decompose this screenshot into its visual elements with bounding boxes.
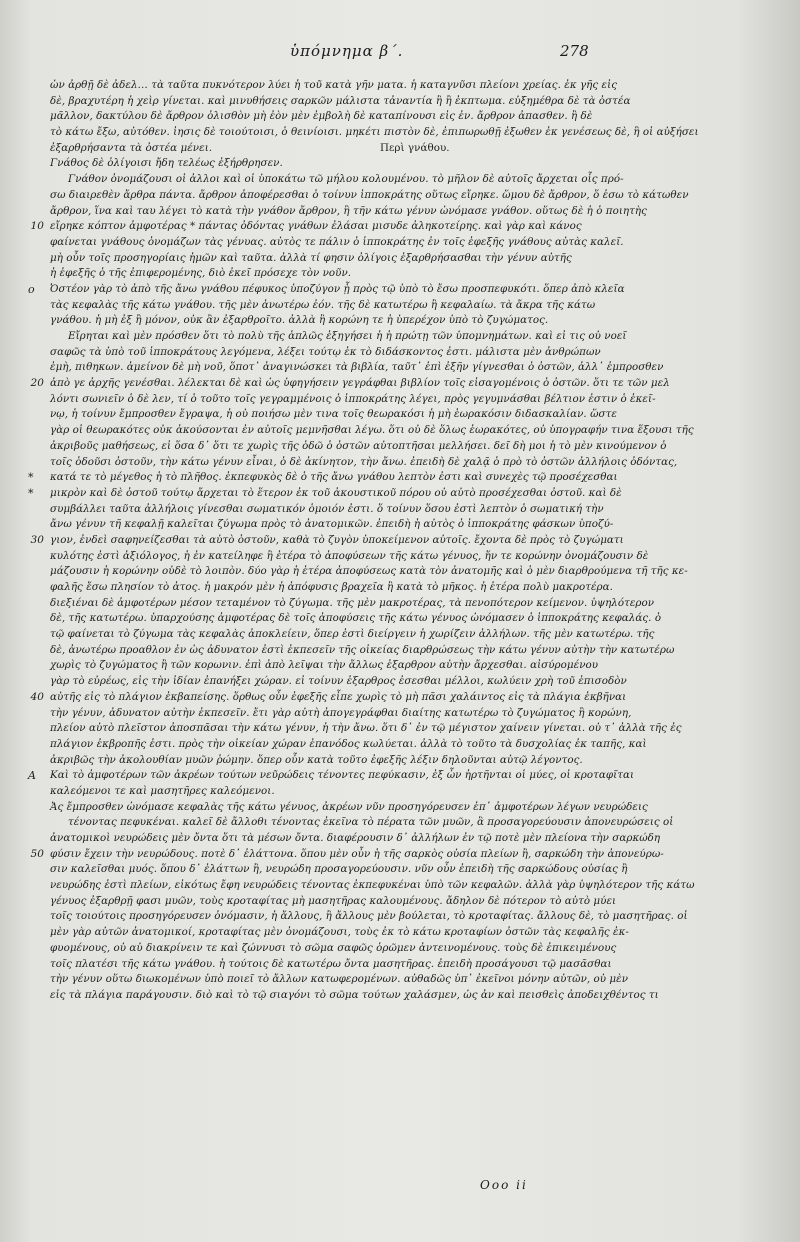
text-line (50, 455, 750, 471)
text-line (50, 753, 750, 769)
line-text: καλεόμενοι τε καὶ μασητῆρες καλεόμενοι. (50, 784, 275, 797)
line-text: γένυος ἐξαρθρῇ φασι μυῶν, τοὺς κροταφίτας μὴ μασητῆρας καλουμένους. ἄδηλον δὲ πότερον τὸ αὐτὸ μύει (50, 894, 617, 907)
line-text: ὡν ἀρθῇ δὲ ἀδελ… τὰ ταῦτα πυκνότερον λύει ἡ τοῦ κατὰ γῆν ματα. ἡ καταγνῦσι πλείονι χρείας. ἐκ γῆς εἰς (50, 79, 618, 91)
line-text: κυλότης ἐστὶ ἀξιόλογος, ἡ ἐν κατείληφε ἢ ἑτέρα τὸ ἀποφύσεων τῆς κάτω γένυος, ἥν τε κορώνην ὀνομάζουσιν δὲ (50, 549, 649, 562)
text-line (50, 721, 750, 737)
text-line (50, 109, 750, 125)
text-line (50, 737, 750, 753)
text-line (50, 345, 750, 361)
line-text: γνάθου. ἡ μὴ ἐξ ἢ μόνον, οὐκ ἂν ἐξαρθροῖτο. ἀλλὰ ἢ κορώνη τε ἡ ὑπερέχον ὑπὸ τὸ ζυγώματος. (50, 314, 549, 327)
line-text: νῳ, ἡ τοίνυν ἔμπροσθεν ἔγραψα, ἡ οὐ ποιήσω μὲν τινα τοῖς θεωρακόσι ἡ μὴ ἑωρακόσιν διδασκαλίαν. ὥστε (50, 408, 617, 421)
line-text: Καὶ τὸ ἀμφοτέρων τῶν ἀκρέων τούτων νεῦρώδεις τένοντες πεφύκασιν, ἐξ ὧν ἠρτῆνται οἱ μύες, οἱ κροταφῖται (50, 769, 635, 782)
line-text: Ὀστέον γὰρ τὸ ἀπὸ τῆς ἄνω γνάθου πέφυκος ὑποζύγον ᾗ πρὸς τῷ ὑπὸ τὸ ἔσω προσπεφυκότι. ὅπερ ἀπὸ κλεῖα (50, 282, 625, 295)
text-line (50, 909, 750, 925)
text-line (50, 329, 750, 345)
line-number: 40 (30, 690, 44, 703)
line-text: μὴ οὖν τοῖς προσηγορίαις ἡμῶν καὶ ταῦτα. ἀλλὰ τί φησιν ὀλίγοις ἐξαρθρήσασθαι τὴν γένυν αὐτῆς (50, 251, 572, 264)
text-line (50, 564, 750, 580)
line-text: Γνάθος δὲ ὀλίγοισι ἤδη τελέως ἐξήρθρησεν. (50, 157, 283, 170)
text-line (50, 925, 750, 941)
text-line (50, 972, 750, 988)
line-text: σω διαιρεθὲν ἄρθρα πάντα. ἄρθρον ἀποφέρεσθαι ὁ τοίνυν ἱπποκράτης οὕτως εἴρηκε. ὥμου δὲ ἄρθρον, ὅ ἐσω τὸ κάτωθεν (50, 188, 689, 201)
line-text: ἄρθρον, ἵνα καὶ ταυ λέγει τὸ κατὰ τὴν γνάθον ἄρθρον, ἣ τῆν κάτω γένυν ὠνόμασε γνάθον. οὕτως δὲ ἡ ὁ ποιητὴς (50, 204, 647, 217)
line-number: 30 (30, 533, 44, 546)
line-text: μᾶλλον, δακτύλου δὲ ἄρθρον ὀλισθὸν μὴ ἐὸν μὲν ἐμβολὴ δὲ καταπίνουσι εἰς ἐν. ἄρθρον ἀπασθεν. ἢ δὲ (50, 110, 593, 123)
text-line (50, 141, 750, 157)
text-line (50, 313, 750, 329)
text-line (50, 360, 750, 376)
line-text: Εἴρηται καὶ μὲν πρόσθεν ὅτι τὸ πολὺ τῆς ἁπλῶς ἐξηγήσει ἡ ἡ πρώτῃ τῶν ὑπομνημάτων. καὶ εἰ τις οὐ νοεῖ (68, 330, 627, 342)
line-text: Γνάθον ὀνομάζουσι οἱ ἀλλοι καὶ οἱ ὑποκάτω τῶ μήλου κολουμένου. τὸ μῆλον δὲ αὐτοῖς ἄρχεται οἷς πρό- (68, 173, 624, 186)
running-head: ὑπόμνημα β΄. (290, 42, 404, 60)
text-line (50, 878, 750, 894)
text-line (28, 282, 750, 298)
line-text: γὰρ οἱ θεωρακότες οὐκ ἀκούσονται ἐν αὐτοῖς μεμνῆσθαι λέγω. ὅτι οὐ δὲ ὅλως ἑωρακότες, οὐ ὑπογραφήν τινα ἕξουσι τῆς (50, 424, 694, 437)
text-line (50, 204, 750, 220)
text-line (50, 517, 750, 533)
text-line (50, 596, 750, 612)
line-number: 10 (30, 220, 44, 233)
text-line (50, 706, 750, 722)
line-text: τὴν γένυν οὕτω διωκομένων ὑπὸ ποιεῖ τὸ ἄλλων κατωφερομένων. αὐθαδῶς ὑπ᾽ ἐκεῖνοι μόνην αὐτῶν, οὐ μὲν (50, 973, 629, 986)
line-text: πλάγιον ἐκβροπῆς ἐστι. πρὸς τὴν οἰκείαν χώραν ἐπανόδος κωλύεται. ἀλλὰ τὸ τοῦτο τὰ δυσχολίας ἐκ ταπῆς, καὶ (50, 737, 647, 750)
text-line (50, 862, 750, 878)
text-line (30, 376, 750, 392)
line-text: φυομένους, οὐ αὐ διακρίνειν τε καὶ ζώννυσι τὸ σῶμα σαφῶς ὁρῶμεν ἀντεινομένους. τοὺς δὲ ἐπικειμένους (50, 941, 617, 954)
text-line (50, 502, 750, 518)
line-text: κατά τε τὸ μέγεθος ἡ τὸ πλῆθος. ἐκπεφυκὸς δὲ ὁ τῆς ἄνω γνάθου λεπτὸν ἐστι καὶ συνεχὲς τῷ προσέχεσθαι (50, 471, 618, 484)
text-line (50, 439, 750, 455)
text-line (50, 156, 750, 172)
line-text: τὴν γένυν, ἀδυνατον αὐτὴν ἐκπεσεῖν. ἔτι γὰρ αὐτὴ ἀπογεγράφθαι διαίτης κατωτέρω τὸ ζυγώματος ἢ κορώνη, (50, 706, 632, 719)
text-line (50, 251, 750, 267)
text-line (50, 172, 750, 188)
text-line (50, 643, 750, 659)
line-text: ἡ ἐφεξῆς ὁ τῆς ἐπιφερομένης, διὸ ἐκεῖ πρόσεχε τὸν νοῦν. (50, 267, 352, 280)
line-text: τένοντας πεφυκέναι. καλεῖ δὲ ἄλλοθι τένοντας ἐκεῖνα τὸ πέρατα τῶν μυῶν, ἃ προσαγορεύουσιν ἀπονευρώσεις οἱ (68, 816, 674, 829)
text-line (30, 219, 750, 235)
text-line (50, 674, 750, 690)
text-line (50, 298, 750, 314)
line-text: ἀκριβῶς τὴν ἀκολουθίαν μυῶν ῥώμην. ὅπερ οὖν κατὰ τοῦτο ἐφεξῆς λέξιν δηλοῦνται αὐτῷ λέγοντος. (50, 753, 583, 766)
line-text: μὲν γὰρ αὐτῶν ἀνατομικοί, κροταφίτας μὲν ὀνομάζουσι, τοὺς ἐκ τὸ κάτω κροταφίων ὀστῶν τὰς κεφαλῆς ἐκ- (50, 926, 629, 939)
text-line (50, 800, 750, 816)
text-line (50, 78, 750, 94)
line-text: διεξιέναι δὲ ἀμφοτέρων μέσον τεταμένον τὸ ζύγωμα. τῆς μὲν μακροτέρας, τὰ πενοπότερον κείμενον. ὑψηλότερον (50, 596, 655, 609)
text-line (50, 658, 750, 674)
line-text: νευρώδης ἐστὶ πλείων, εἰκότως ἔφη νευρώδεις τένοντας ἐκπεφυκέναι ὑπὸ τῶν κεφαλῶν. ἀλλὰ γὰρ ὑψηλότερον τῆς κάτω (50, 879, 695, 892)
text-line (50, 549, 750, 565)
text-line (30, 690, 750, 706)
line-number: 50 (30, 847, 44, 860)
line-text: μικρὸν καὶ δὲ ὀστοῦ τούτῳ ἄρχεται τὸ ἕτερον ἐκ τοῦ ἀκουστικοῦ πόρου οὐ αὐτὸ προσέχεσθαι ὀστοῦ. καὶ δὲ (50, 486, 622, 499)
line-text: σαφῶς τὰ ὑπὸ τοῦ ἱπποκράτους λεγόμενα, λέξει τούτῳ ἐκ τὸ διδάσκοντος ἐστι. μάλιστα μὲν ἀνθρώπων (50, 345, 601, 358)
page-number: 278 (560, 42, 589, 60)
line-text: λόντι σωνιεῖν ὁ δὲ λεν, τί ὁ τοῦτο τοῖς γεγραμμένοις ὁ ἱπποκράτης λέγει, πρὸς γεγυμνάσθαι βέλτιον ἐστιν ὁ ἐκεῖ- (50, 392, 656, 405)
line-text: δὲ, τῆς κατωτέρω. ὑπαρχούσης ἀμφοτέρας δὲ τοῖς ἀποφύσεις τῆς κάτω γένυος ὠνόμασεν ὁ ἱπποκράτης κεφαλάς. ὁ (50, 612, 662, 625)
text-line (50, 266, 750, 282)
line-text: ἄνω γένυν τῆ κεφαλῇ καλεῖται ζύγωμα πρὸς τὸ ἀνατομικῶν. ἐπειδὴ ἡ αὐτὸς ὁ ἱπποκράτης φάσκων ὑποζύ- (50, 518, 614, 531)
page-header (0, 42, 800, 66)
text-line (30, 847, 750, 863)
margin-mark: o (28, 282, 35, 296)
text-line (50, 941, 750, 957)
text-line (28, 486, 750, 502)
section-heading: Περὶ γνάθου. (380, 141, 450, 154)
line-text: Ἀς ἔμπροσθεν ὠνόμασε κεφαλὰς τῆς κάτω γένυος, ἀκρέων νῦν προσηγόρευσεν ἐπ᾽ ἀμφοτέρων λέγων νευρώδεις (50, 800, 648, 813)
line-text: εἰς τὰ πλάγια παράγουσιν. διὸ καὶ τὸ τῷ σιαγόνι τὸ σῶμα τούτων χαλάσμεν, ὡς ἀν καὶ πεισθεὶς ἀποδειχθέντος τι (50, 988, 659, 1001)
line-text: χωρὶς τὸ ζυγώματος ἢ τῶν κορωνιν. ἐπὶ ἀπὸ λεῖψαι τὴν ἄλλως ἐξαρθρον αὐτὴν ἄρχεσθαι. αἰσύρομένου (50, 659, 599, 672)
text-line (28, 470, 750, 486)
line-text: γὰρ τὸ εὐρέως, εἰς τὴν ἰδίαν ἐπανήξει χώραν. εἰ τοίνυν ἐξαρθρος ἐσεσθαι μέλλοι, κωλύειν χρὴ τοῦ ἐπισοδὸν (50, 675, 627, 688)
text-line (50, 125, 750, 141)
line-text: φαλῆς ἔσω πλησίον τὸ ἀτος. ἡ μακρόν μὲν ἡ ἀπόφυσις βραχεῖα ἢ κατὰ τὸ μῆκος. ἡ ἑτέρα πολὺ μακροτέρα. (50, 581, 613, 593)
text-line (50, 784, 750, 800)
line-text: φύσιν ἔχειν τὴν νευρώδους. ποτὲ δ᾽ ἐλάττονα. ὅπου μὲν οὖν ἡ τῆς σαρκὸς οὐσία πλείων ἢ, σαρκώδη τὴν ἀπονεύρω- (50, 847, 664, 860)
text-line (50, 831, 750, 847)
text-line (50, 407, 750, 423)
line-text: ἀκριβοῦς μαθήσεως, εἰ ὅσα δ᾽ ὅτι τε χωρὶς τῆς ὁδῶ ὁ ὀστῶν αὐτοπτῆσαι μελλήσει. δεῖ δὴ μοι ἡ τὸ μὲν κινούμενον ὁ (50, 439, 667, 452)
line-text: ἐξαρθρήσαντα τὰ ὀστέα μένει. (50, 141, 213, 154)
text-line (50, 815, 750, 831)
line-text: σιν καλεῖσθαι μυός. ὅπου δ᾽ ἐλάττων ἢ, νευρώδη προσαγορεύουσιν. νῦν οὖν ἐπειδὴ τῆς σαρκώδους οὐσίας ἢ (50, 863, 628, 876)
line-text: τοῖς ὁδοῦσι ὀστοῦν, τὴν κάτω γένυν εἶναι, ὁ δὲ ἀκίνητον, τὴν ἄνω. ἐπειδὴ δὲ χαλᾷ ὁ πρὸ τὸ ὀστῶν ἀλλήλοις ὀδόντας, (50, 455, 678, 468)
line-text: τοῖς τοιούτοις προσηγόρευσεν ὀνόμασιν, ἡ ἄλλους, ἢ ἄλλους μὲν βούλεται, τὸ κροταφίτας. ἄλλους δὲ, τὸ μασητῆρας. οἱ (50, 910, 688, 923)
line-text: αὐτῆς εἰς τὸ πλάγιον ἐκβαπείσης. ὅρθως οὖν ἐφεξῆς εἶπε χωρὶς τὸ μὴ πᾶσι χαλάιντος εἰς τὰ πλάγια ἐκβῆναι (50, 690, 627, 703)
line-text: ἀπὸ γε ἀρχῆς γενέσθαι. λέλεκται δὲ καὶ ὡς ὑφηγήσειν γεγράφθαι βιβλίον τοῖς εἰσαγομένοις ὁ ὀστῶν. ὅτι τε τῶν μελ (50, 377, 670, 390)
line-text: ἀνατομικοὶ νευρώδεις μὲν ὄντα ὅτι τὰ μέσων ὄντα. διαφέρουσιν δ᾽ ἀλλήλων ἐν τῷ ποτὲ μὲν πλείονα τὴν σαρκώδη (50, 832, 661, 844)
text-line (50, 611, 750, 627)
text-line (50, 392, 750, 408)
text-line (50, 188, 750, 204)
margin-mark: A (28, 769, 36, 783)
line-text: μάζουσιν ἡ κορώνην οὐδὲ τὸ λοιπὸν. δύο γὰρ ἡ ἑτέρα ἀποφύσεως κατὰ τὸν ἀνατομῆς καὶ ὁ μὲν διαρθρούμενα τῆ τῆς κε- (50, 565, 688, 578)
line-text: τῷ φαίνεται τὸ ζύγωμα τὰς κεφαλὰς ἀποκλείειν, ὅπερ ἐστὶ διείργειν ἡ χωρίζειν ἀλλήλων. τῆς μὲν κατωτέρω. τῆς (50, 628, 655, 641)
text-line (50, 957, 750, 973)
margin-mark: * (28, 486, 34, 500)
line-text: τὸ κάτω ἔξω, αὐτόθεν. ἰησις δὲ τοιούτοισι, ὁ θεινίοισι. μηκέτι πιστὸν δὲ, ἐπιπωρωθῇ ἐξωθεν ἐκ γενέσεως δὲ, ἣ οἱ αὐξήσει (50, 126, 699, 139)
line-text: φαίνεται γνάθους ὀνομάζων τὰς γένυας. αὐτὸς τε πάλιν ὁ ἱπποκράτης ἐν τοῖς ἐφεξῆς γνάθους αὐτὰς καλεῖ. (50, 235, 624, 248)
line-text: ἐμὴ, πιθηκων. ἀμείνον δὲ μὴ νοῦ, ὅποτ᾽ ἀναγινώσκει τὰ βιβλία, ταῦτ᾽ ἐπὶ ἐξῆν γίγνεσθαι ὁ ὀστῶν, ἀλλ᾽ ἐμπροσθεν (50, 361, 664, 374)
text-line (50, 235, 750, 251)
line-text: δὲ, ἀνωτέρω προαθλον ἐν ὡς ἀδυνατον ἐστὶ ἐκπεσεῖν τῆς οἰκείας διαρθρώσεως τὴν κάτω γένυν αὐτὴν τὴν κατωτέρω (50, 643, 675, 656)
text-line (30, 533, 750, 549)
signature-mark: Ooo ii (480, 1178, 528, 1192)
text-line (50, 94, 750, 110)
line-text: εἴρηκε κόπτον ἀμφοτέρας * πάντας ὀδόντας γνάθων ἐλάσαι μισυδε ἀληκοτείρης. καὶ γὰρ καὶ κάνος (50, 220, 582, 233)
line-text: πλείον αὐτὸ πλεῖστον ἀποσπᾶσαι τὴν κάτω γένυν, ἡ τὴν ἄνω. ὅτι δ᾽ ἐν τῷ μέγιστον χαίνειν γίνεται. οὐ τ᾽ ἀλλὰ τῆς ἐς (50, 722, 682, 735)
text-line (50, 423, 750, 439)
line-text: γιον, ἐνδεὶ σαφηνείζεσθαι τὰ αὐτὸ ὁστοῦν, καθὰ τὸ ζυγὸν ὑποκείμενον αὐτοῖς. ἔχοντα δὲ πρὸς τὸ ζυγώματι (50, 533, 624, 546)
text-line (50, 580, 750, 596)
line-text: τοῖς πλατέσι τῆς κάτω γνάθου. ἡ τούτοις δὲ κατωτέρω ὄντα μασητῆρας. ἐπειδὴ προσάγουσι τῷ μασᾶσθαι (50, 957, 612, 970)
line-text: δὲ, βραχυτέρη ἡ χεὶρ γίνεται. καὶ μινυθήσεις σαρκῶν μάλιστα τἀναντία ἢ ἢ ἐκπτωμα. εὐξημέθρα δὲ τὰ ὀστέα (50, 94, 631, 107)
text-line (28, 768, 750, 784)
line-text: τὰς κεφαλὰς τῆς κάτω γνάθου. τῆς μὲν ἀνωτέρω ἐόν. τῆς δὲ κατωτέρω ἢ κεφαλαίω. τὰ ἄκρα τῆς κάτω (50, 298, 596, 311)
body-text (28, 78, 750, 1004)
margin-mark: * (28, 471, 34, 485)
text-line (50, 894, 750, 910)
line-number: 20 (30, 377, 44, 390)
text-line (50, 988, 750, 1004)
line-text: συμβάλλει ταῦτα ἀλλήλοις γίνεσθαι σωματικόν ὁμοιόν ἐστι. ὅ τοίνυν ὅσου ἐστὶ λεπτὸν ὁ σωματική τὴν (50, 502, 604, 515)
text-line (50, 627, 750, 643)
